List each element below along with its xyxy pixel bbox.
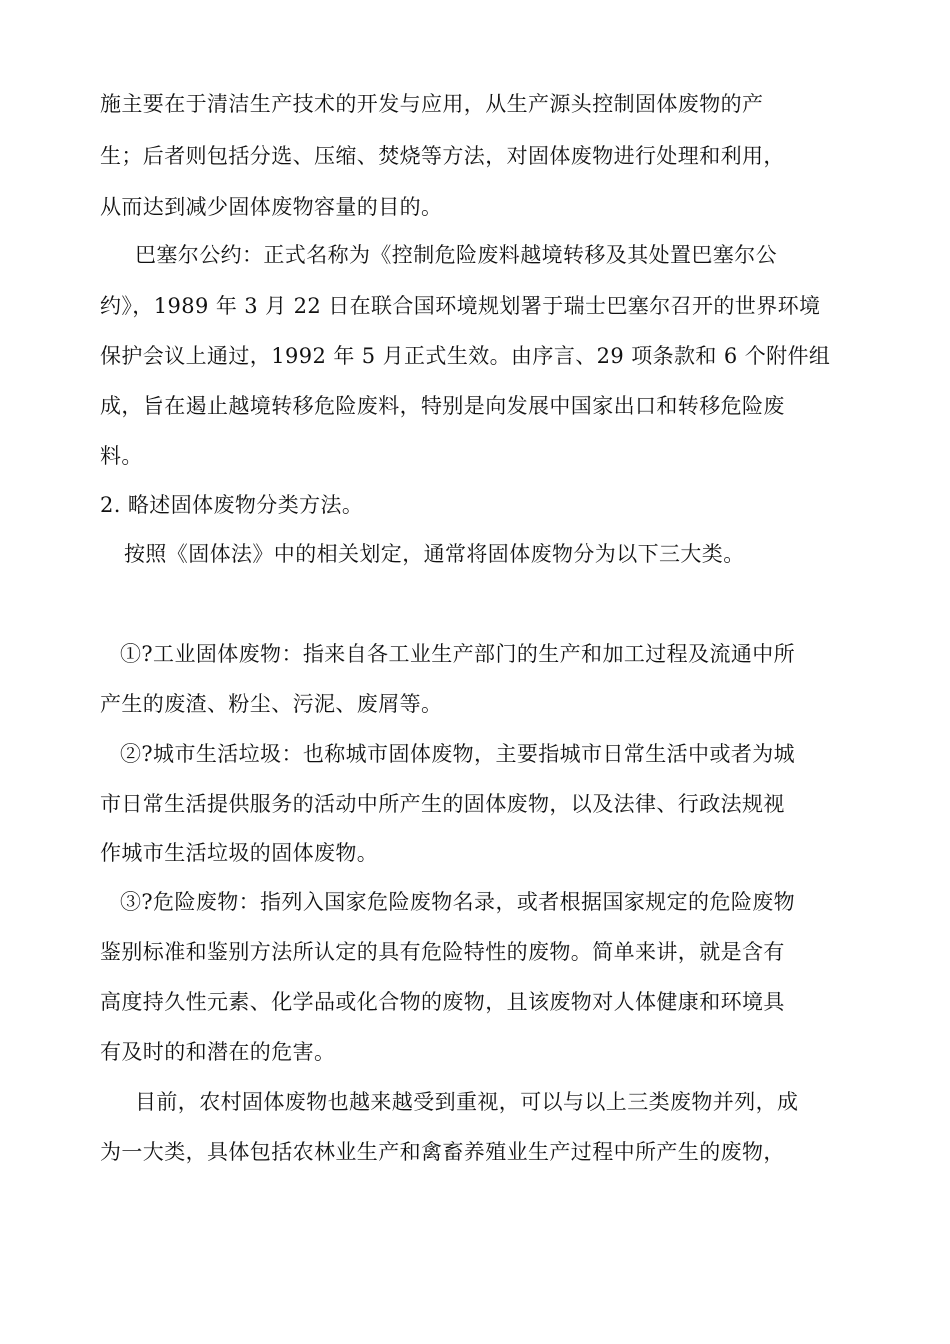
- section-heading: 2. 略述固体废物分类方法。: [100, 493, 364, 517]
- text-line: 生；后者则包括分选、压缩、焚烧等方法，对固体废物进行处理和利用，: [100, 144, 785, 168]
- text-line: 鉴别标准和鉴别方法所认定的具有危险特性的废物。简单来讲，就是含有: [100, 940, 785, 964]
- text-line: 为一大类，具体包括农林业生产和禽畜养殖业生产过程中所产生的废物，: [100, 1140, 785, 1164]
- text-line: 料。: [100, 444, 143, 468]
- text-line: 成，旨在遏止越境转移危险废料，特别是向发展中国家出口和转移危险废: [100, 394, 785, 418]
- text-line: 目前，农村固体废物也越来越受到重视，可以与以上三类废物并列，成: [135, 1090, 799, 1114]
- text-line: 有及时的和潜在的危害。: [100, 1040, 336, 1064]
- text-line: 从而达到减少固体废物容量的目的。: [100, 195, 443, 219]
- list-item: ③?危险废物：指列入国家危险废物名录，或者根据国家规定的危险废物: [120, 890, 796, 914]
- list-item: ②?城市生活垃圾：也称城市固体废物，主要指城市日常生活中或者为城: [120, 742, 796, 766]
- text-line: 约》，1989 年 3 月 22 日在联合国环境规划署于瑞士巴塞尔召开的世界环境: [100, 294, 821, 318]
- text-line: 产生的废渣、粉尘、污泥、废屑等。: [100, 692, 443, 716]
- text-line: 高度持久性元素、化学品或化合物的废物，且该废物对人体健康和环境具: [100, 990, 785, 1014]
- text-line: 巴塞尔公约：正式名称为《控制危险废料越境转移及其处置巴塞尔公: [135, 243, 777, 267]
- text-line: 作城市生活垃圾的固体废物。: [100, 841, 379, 865]
- text-line: 市日常生活提供服务的活动中所产生的固体废物，以及法律、行政法规视: [100, 792, 785, 816]
- text-line: 保护会议上通过，1992 年 5 月正式生效。由序言、29 项条款和 6 个附件组: [100, 344, 831, 368]
- list-item: ①?工业固体废物：指来自各工业生产部门的生产和加工过程及流通中所: [120, 642, 796, 666]
- text-line: 施主要在于清洁生产技术的开发与应用，从生产源头控制固体废物的产: [100, 92, 764, 116]
- text-line: 按照《固体法》中的相关划定，通常将固体废物分为以下三大类。: [124, 542, 745, 566]
